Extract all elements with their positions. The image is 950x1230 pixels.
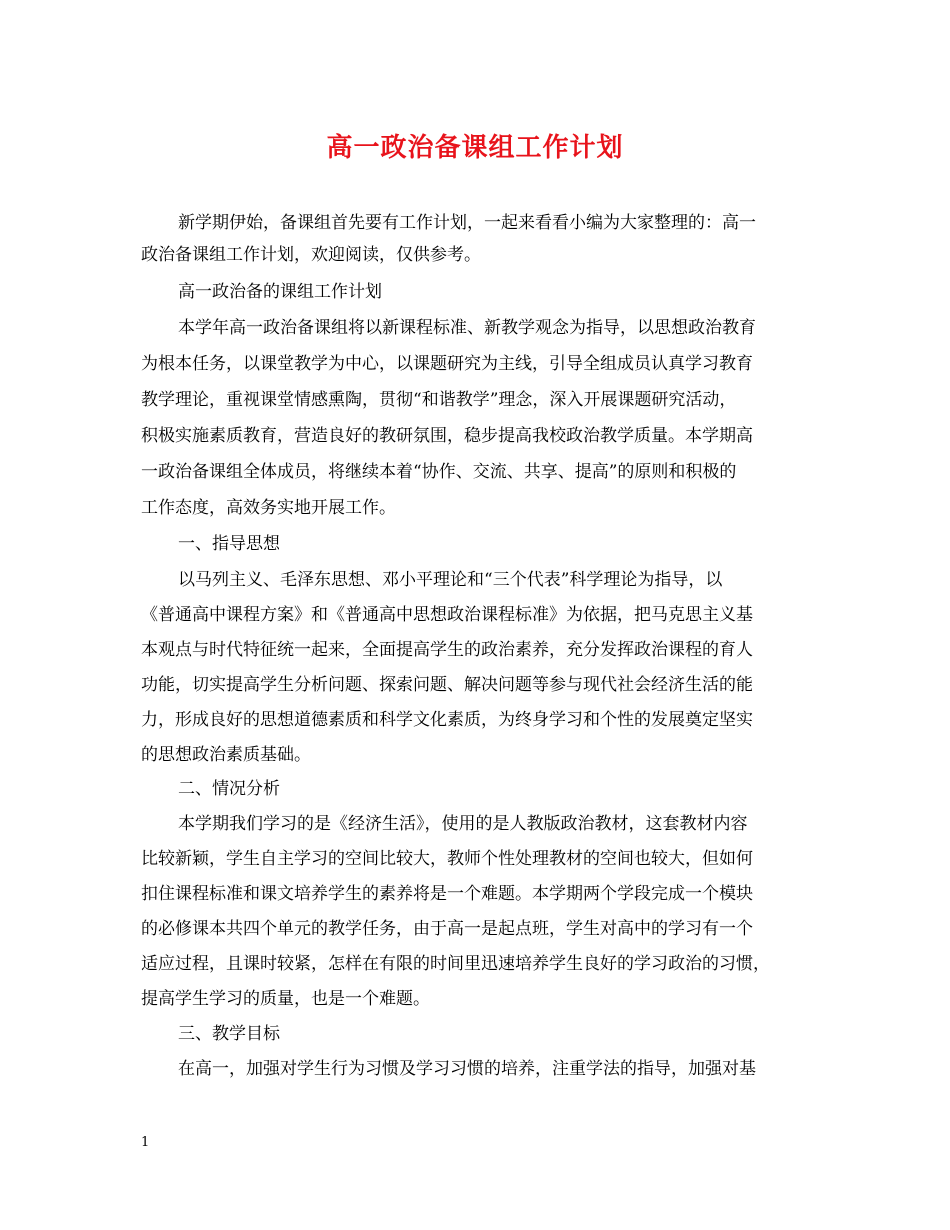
- text-line: 功能，切实提高学生分析问题、探索问题、解决问题等参与现代社会经济生活的能: [141, 675, 753, 695]
- subheading-line: 高一政治备的课组工作计划: [178, 282, 382, 302]
- text-line: 本观点与时代特征统一起来，全面提高学生的政治素养，充分发挥政治课程的育人: [141, 640, 753, 660]
- text-line: 提高学生学习的质量，也是一个难题。: [141, 989, 430, 1009]
- text-line: 新学期伊始，备课组首先要有工作计划，一起来看看小编为大家整理的：高一: [178, 213, 756, 233]
- page-number: 1: [141, 1135, 150, 1150]
- text-line: 本学年高一政治备课组将以新课程标准、新教学观念为指导，以思想政治教育: [178, 318, 756, 338]
- document-title: 高一政治备课组工作计划: [326, 133, 624, 163]
- text-line: 的必修课本共四个单元的教学任务，由于高一是起点班，学生对高中的学习有一个: [141, 919, 753, 939]
- section-heading: 二、情况分析: [178, 779, 280, 799]
- text-line: 的思想政治素质基础。: [141, 745, 311, 765]
- text-line: 《普通高中课程方案》和《普通高中思想政治课程标准》为依据，把马克思主义基: [141, 605, 753, 625]
- text-line: 为根本任务，以课堂教学为中心，以课题研究为主线，引导全组成员认真学习教育: [141, 354, 753, 374]
- text-line: 积极实施素质教育，营造良好的教研氛围，稳步提高我校政治教学质量。本学期高: [141, 426, 753, 446]
- text-line: 力，形成良好的思想道德素质和科学文化素质，为终身学习和个性的发展奠定坚实: [141, 710, 753, 730]
- text-line: 比较新颖，学生自主学习的空间比较大，教师个性处理教材的空间也较大，但如何: [141, 849, 753, 869]
- text-line: 一政治备课组全体成员，将继续本着“协作、交流、共享、提高”的原则和积极的: [141, 462, 737, 482]
- section-heading: 三、教学目标: [178, 1024, 280, 1044]
- text-line: 在高一，加强对学生行为习惯及学习习惯的培养，注重学法的指导，加强对基: [178, 1059, 756, 1079]
- text-line: 适应过程，且课时较紧，怎样在有限的时间里迅速培养学生良好的学习政治的习惯，: [141, 954, 770, 974]
- text-line: 教学理论，重视课堂情感熏陶，贯彻“和谐教学”理念，深入开展课题研究活动，: [141, 390, 737, 410]
- text-line: 以马列主义、毛泽东思想、邓小平理论和“三个代表”科学理论为指导，以: [178, 570, 723, 590]
- text-line: 扣住课程标准和课文培养学生的素养将是一个难题。本学期两个学段完成一个模块: [141, 884, 753, 904]
- section-heading: 一、指导思想: [178, 534, 280, 554]
- text-line: 政治备课组工作计划，欢迎阅读，仅供参考。: [141, 245, 481, 265]
- text-line: 本学期我们学习的是《经济生活》，使用的是人教版政治教材，这套教材内容: [178, 814, 748, 834]
- text-line: 工作态度，高效务实地开展工作。: [141, 498, 396, 518]
